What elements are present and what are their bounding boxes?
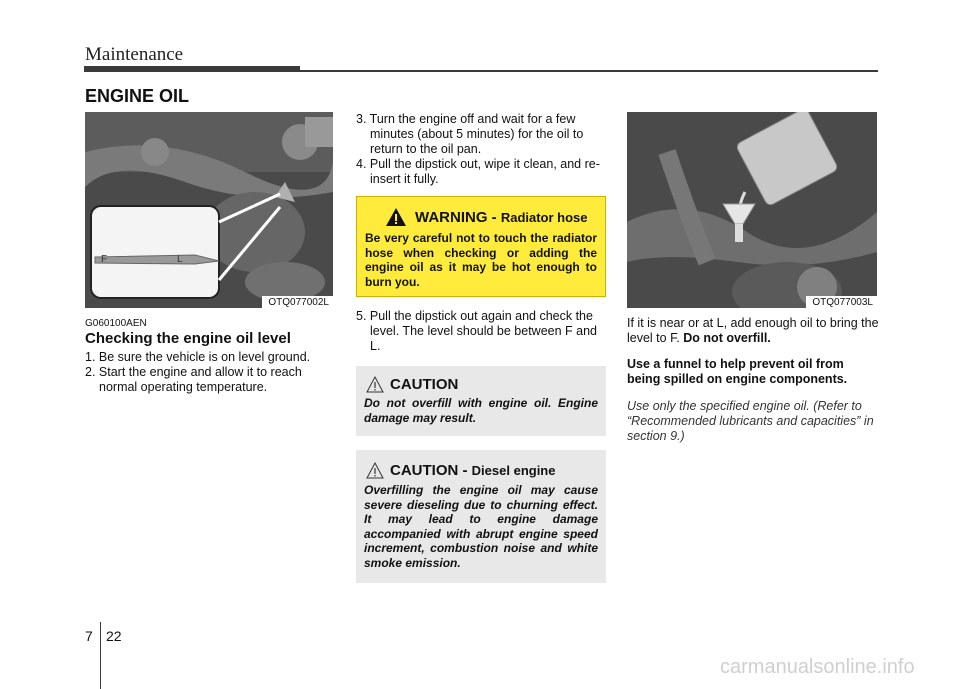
step-item: 1. Be sure the vehicle is on level ground. (85, 350, 311, 364)
overfill-note: Do not overfill. (683, 331, 771, 345)
dipstick-mark-f: F (101, 254, 108, 265)
caution-body: Do not overfill with engine oil. Engine damage may result. (364, 396, 598, 425)
oil-funnel-figure (627, 112, 877, 308)
warning-title-sub: Radiator hose (500, 210, 588, 225)
step-item: 5. Pull the dipstick out again and check the level. The level should be between F and L. (356, 309, 598, 353)
figure-label: OTQ077002L (262, 296, 333, 308)
caution-diesel-title-sub: Diesel engine (471, 463, 556, 478)
warning-body: Be very careful not to touch the radiator hose when checking or adding the engine oil as it may be hot enough to burn you. (365, 231, 597, 289)
caution-diesel-body: Overfilling the engine oil may cause severe dieseling due to churning effect. It may lead to engine damage accompanied with abrupt engine speed increment, combustion noise and white smoke emission. (364, 483, 598, 570)
section-header: Maintenance (85, 44, 184, 65)
figure-label: OTQ077003L (806, 296, 877, 308)
caution-icon (366, 376, 384, 394)
oil-spec-note: Use only the specified engine oil. (Refer to “Recommended lubricants and capacities” in section 9.) (627, 399, 874, 443)
header-rule-thick (84, 66, 300, 72)
warning-icon (385, 207, 407, 227)
level-instruction-text: If it is near or at L, add enough oil to bring the level to F. (627, 316, 879, 345)
subsection-heading: Checking the engine oil level (85, 330, 291, 347)
warning-title (415, 209, 588, 226)
right-column-text (627, 316, 879, 444)
engine-dipstick-figure (85, 112, 333, 308)
caution-diesel-title-main: CAUTION - (390, 462, 472, 479)
funnel-note: Use a funnel to help prevent oil from being spilled on engine components. (627, 357, 848, 386)
warning-box (356, 196, 606, 297)
caution-icon (366, 462, 384, 480)
level-instruction (627, 316, 879, 346)
caution-diesel-box (356, 450, 606, 583)
dipstick-mark-l: L (177, 254, 183, 265)
steps-list-middle (356, 112, 606, 187)
caution-box (356, 366, 606, 436)
caution-title: CAUTION (390, 376, 459, 393)
step-item: 2. Start the engine and allow it to reach normal operating temperature. (85, 365, 302, 394)
page-title: ENGINE OIL (85, 86, 190, 106)
chapter-number: 7 (85, 628, 93, 644)
footer-divider (100, 622, 101, 689)
caution-diesel-title (390, 462, 555, 479)
watermark: carmanualsonline.info (720, 656, 915, 678)
engine-illustration (85, 112, 333, 308)
steps-list-left (85, 350, 335, 395)
warning-title-main: WARNING - (415, 209, 501, 226)
header-rule-thin (300, 70, 878, 72)
step-item: 3. Turn the engine off and wait for a few minutes (about 5 minutes) for the oil to return to the oil pan. (356, 112, 584, 156)
page-number: 22 (106, 628, 122, 644)
step-item: 4. Pull the dipstick out, wipe it clean, and re-insert it fully. (356, 157, 600, 186)
oil-funnel-illustration (627, 112, 877, 308)
document-code: G060100AEN (85, 318, 147, 329)
step-five (356, 309, 606, 354)
